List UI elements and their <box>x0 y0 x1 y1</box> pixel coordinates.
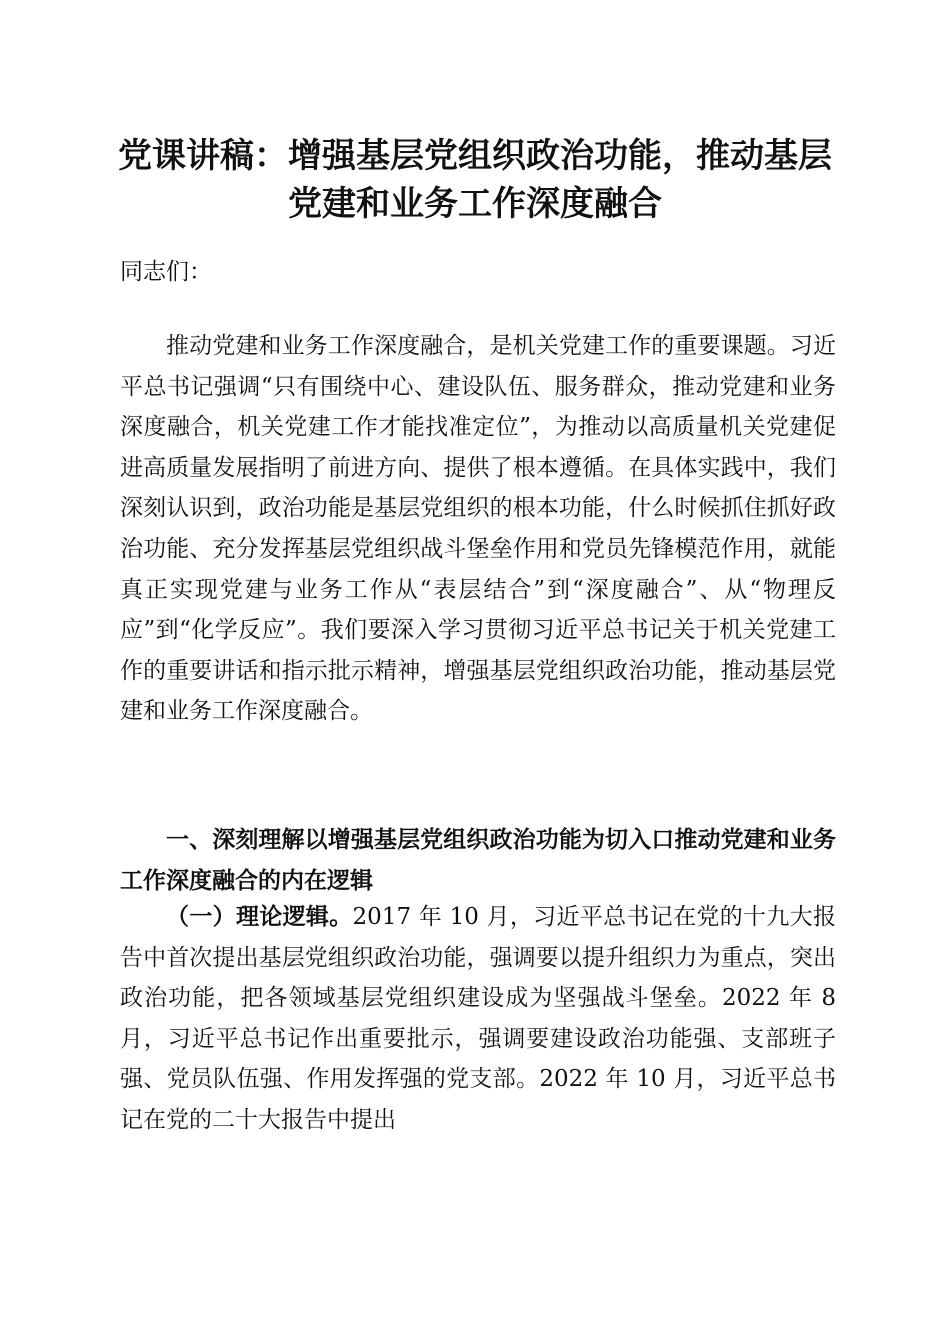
section-heading: 一、深刻理解以增强基层党组织政治功能为切入口推动党建和业务工作深度融合的内在逻辑 <box>120 827 836 894</box>
document-title: 党课讲稿：增强基层党组织政治功能，推动基层党建和业务工作深度融合 <box>118 136 832 224</box>
subsection-lead: （一）理论逻辑。 <box>166 904 353 930</box>
subsection-text: 2017 年 10 月，习近平总书记在党的十九大报告中首次提出基层党组织政治功能，强调要以提升组织力为重点，突出政治功能，把各领域基层党组织建设成为坚强战斗堡垒。2022 年 8 月，习近平总书记作出重要批示，强调要建设政治功能强、支部班子强、党员队伍强、作用发挥强的党支部。2022 年 10 月，习近平总书记在党的二十大报告中提出 <box>120 904 837 1133</box>
subsection-paragraph <box>120 897 836 1141</box>
intro-paragraph: 推动党建和业务工作深度融合，是机关党建工作的重要课题。习近平总书记强调“只有围绕中心、建设队伍、服务群众，推动党建和业务深度融合，机关党建工作才能找准定位”，为推动以高质量机关党建促进高质量发展指明了前进方向、提供了根本遵循。在具体实践中，我们深刻认识到，政治功能是基层党组织的根本功能，什么时候抓住抓好政治功能、充分发挥基层党组织战斗堡垒作用和党员先锋模范作用，就能真正实现党建与业务工作从“表层结合”到“深度融合”、从“物理反应”到“化学反应”。我们要深入学习贯彻习近平总书记关于机关党建工作的重要讲话和指示批示精神，增强基层党组织政治功能，推动基层党建和业务工作深度融合。 <box>120 333 836 725</box>
salutation: 同志们： <box>120 259 212 285</box>
